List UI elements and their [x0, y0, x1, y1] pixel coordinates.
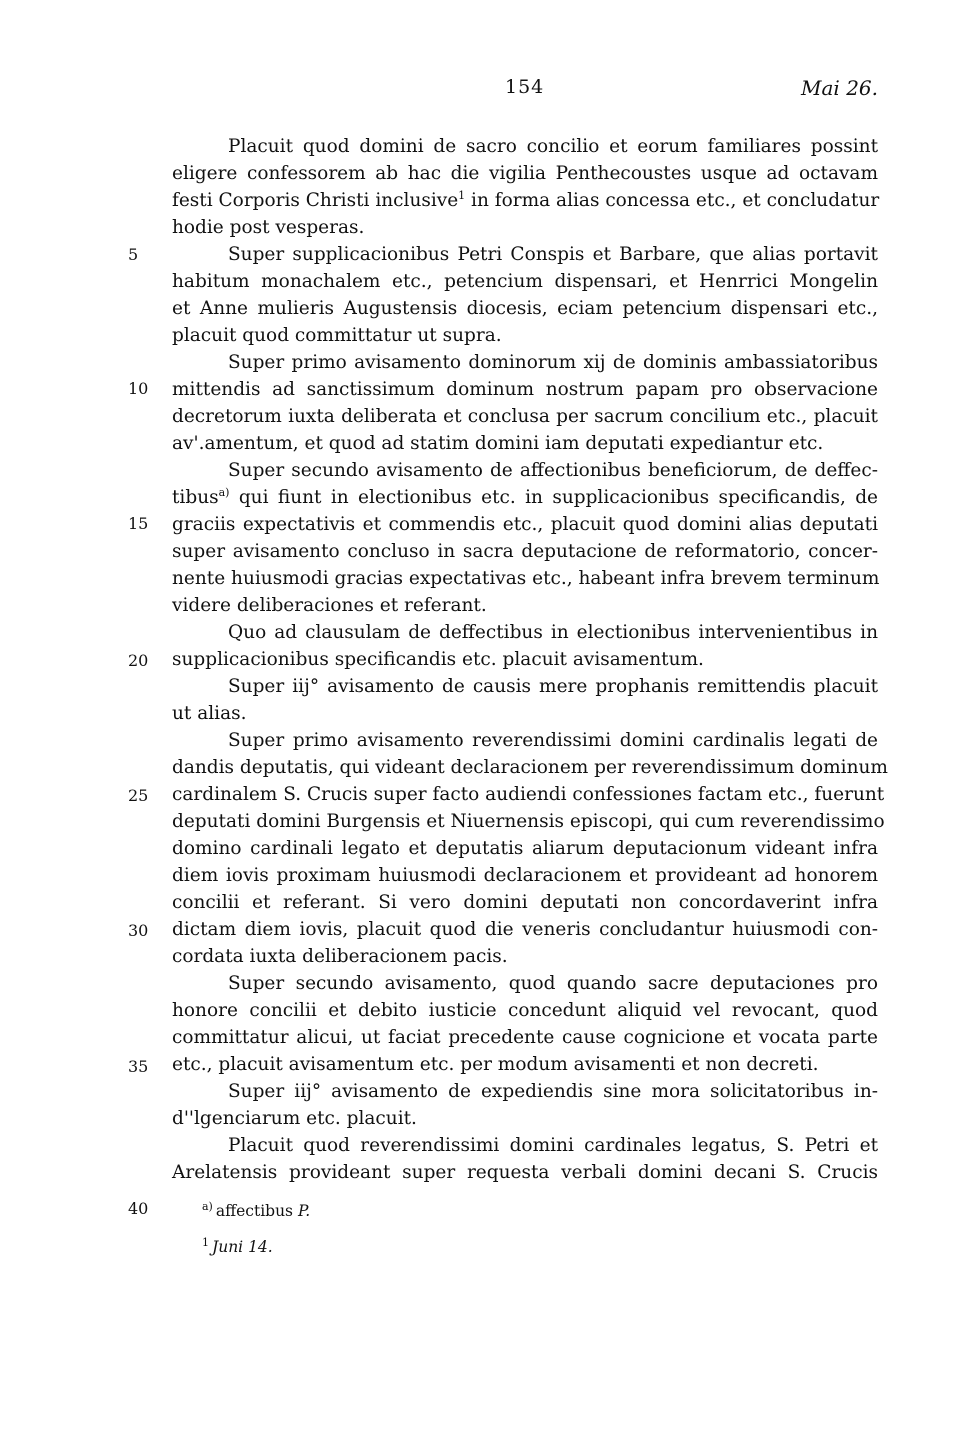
text-line: graciis expectativis et commendis etc., placuit quod domini alias deputati	[172, 514, 878, 535]
line-number: 15	[128, 514, 149, 533]
text-line: Super iij° avisamento de causis mere prophanis remittendis placuit	[228, 676, 878, 697]
text-line	[172, 485, 878, 511]
footnote-1	[202, 1236, 273, 1258]
text-line: hodie post vesperas.	[172, 217, 365, 238]
text-line: Placuit quod domini de sacro concilio et eorum familiares possint	[228, 136, 878, 157]
text-line: eligere confessorem ab hac die vigilia Penthecoustes usque ad octavam	[172, 163, 878, 184]
line-number: 25	[128, 786, 149, 805]
footnote-text: Juni 14.	[212, 1238, 273, 1256]
text-fragment: festi Corporis Christi inclusive	[172, 190, 459, 211]
text-line: mittendis ad sanctissimum dominum nostrum papam pro observacione	[172, 379, 878, 400]
line-number: 30	[128, 921, 149, 940]
text-line: Quo ad clausulam de deffectibus in electionibus intervenientibus in	[228, 622, 878, 643]
line-number: 20	[128, 651, 149, 670]
text-line: dictam diem iovis, placuit quod die veneris concludantur huiusmodi con-	[172, 919, 878, 940]
footnote-mark: 1	[202, 1235, 209, 1249]
text-line: Super supplicacionibus Petri Conspis et Barbare, que alias portavit	[228, 244, 878, 265]
text-line: super avisamento concluso in sacra deputacione de reformatorio, concer-	[172, 541, 878, 562]
text-line: honore concilii et debito iusticie concedunt aliquid vel revocant, quod	[172, 1000, 878, 1021]
text-line: av'.amentum, et quod ad statim domini iam deputati expediantur etc.	[172, 433, 824, 454]
line-number: 10	[128, 379, 149, 398]
text-line: domino cardinali legato et deputatis aliarum deputacionum videant infra	[172, 838, 878, 859]
text-line: concilii et referant. Si vero domini deputati non concordaverint infra	[172, 892, 878, 913]
text-line: nente huiusmodi gracias expectativas etc., habeant infra brevem terminum	[172, 568, 880, 589]
text-line: placuit quod committatur ut supra.	[172, 325, 502, 346]
footnote-ref: a)	[218, 485, 230, 499]
line-number: 35	[128, 1057, 149, 1076]
text-line: diem iovis proximam huiusmodi declaracionem et provideant ad honorem	[172, 865, 878, 886]
text-fragment: in forma alias concessa etc., et concludatur	[465, 190, 880, 211]
text-line: supplicacionibus specificandis etc. placuit avisamentum.	[172, 649, 704, 670]
text-line: dandis deputatis, qui videant declaracionem per reverendissimum dominum	[172, 757, 888, 778]
text-line: Super iij° avisamento de expediendis sine mora solicitatoribus in-	[228, 1081, 878, 1102]
footnote-ref: 1	[458, 188, 466, 202]
text-line: videre deliberaciones et referant.	[172, 595, 487, 616]
text-line: Super primo avisamento dominorum xij de dominis ambassiatoribus	[228, 352, 878, 373]
line-number: 40	[128, 1199, 149, 1218]
text-line: Super primo avisamento reverendissimi domini cardinalis legati de	[228, 730, 878, 751]
text-line: committatur alicui, ut faciat precedente cause cognicione et vocata parte	[172, 1027, 878, 1048]
text-line: cardinalem S. Crucis super facto audiendi confessiones factam etc., fuerunt	[172, 784, 885, 805]
text-line: etc., placuit avisamentum etc. per modum avisamenti et non decreti.	[172, 1054, 819, 1075]
text-line: Super secundo avisamento, quod quando sacre deputaciones pro	[228, 973, 878, 994]
text-fragment: qui fiunt in electionibus etc. in supplicacionibus specificandis, de	[229, 487, 878, 508]
text-fragment: tibus	[172, 487, 219, 508]
text-line: d''lgenciarum etc. placuit.	[172, 1108, 417, 1129]
text-line: et Anne mulieris Augustensis diocesis, eciam petencium dispensari etc.,	[172, 298, 878, 319]
text-line: ut alias.	[172, 703, 247, 724]
footnote-source: P.	[297, 1202, 311, 1220]
page-number: 154	[505, 76, 545, 98]
line-number: 5	[128, 245, 139, 264]
text-line: Placuit quod reverendissimi domini cardinales legatus, S. Petri et	[228, 1135, 878, 1156]
running-head: Mai 26.	[801, 76, 878, 100]
text-line: Arelatensis provideant super requesta verbali domini decani S. Crucis	[172, 1162, 878, 1183]
text-line: decretorum iuxta deliberata et conclusa per sacrum concilium etc., placuit	[172, 406, 878, 427]
footnote-text: affectibus	[215, 1202, 294, 1220]
footnote-mark: a)	[202, 1199, 213, 1213]
text-line: habitum monachalem etc., petencium dispensari, et Henrrici Mongelin	[172, 271, 878, 292]
text-line	[172, 188, 878, 214]
text-line: deputati domini Burgensis et Niuernensis episcopi, qui cum reverendissimo	[172, 811, 885, 832]
text-line: Super secundo avisamento de affectionibus beneficiorum, de deffec-	[228, 460, 878, 481]
footnote-a	[202, 1200, 310, 1222]
text-line: cordata iuxta deliberacionem pacis.	[172, 946, 508, 967]
